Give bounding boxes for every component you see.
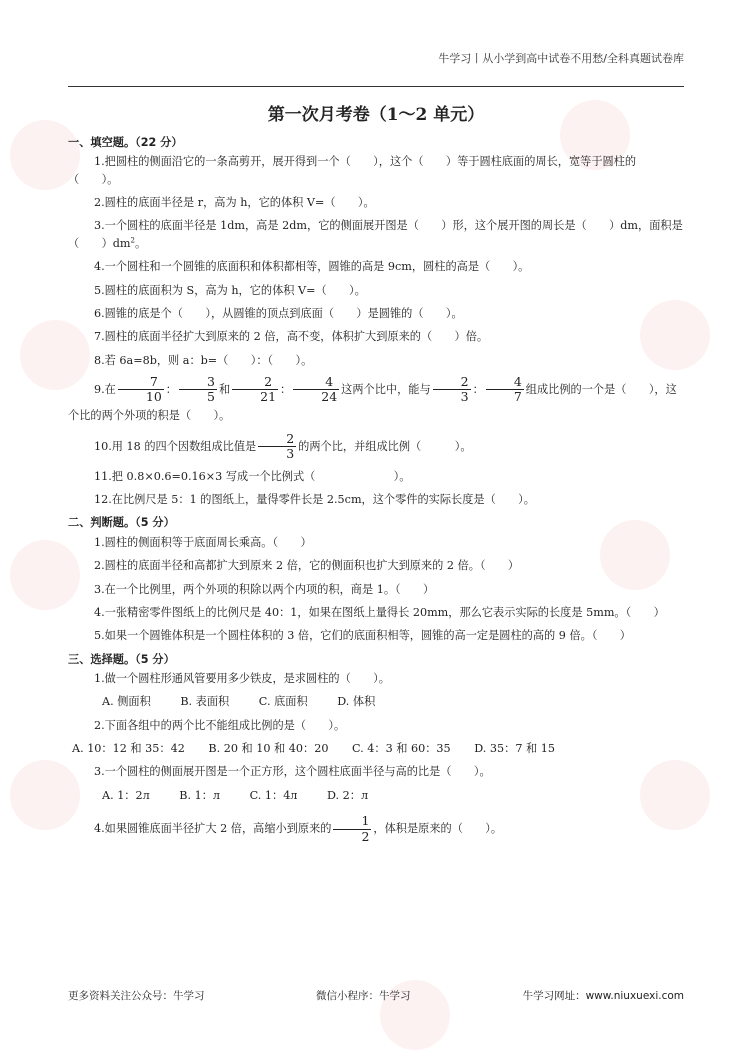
option: A. 10：12 和 35：42	[72, 742, 185, 756]
exam-content	[68, 132, 686, 850]
fraction: $\frac{4}{24}$	[293, 375, 339, 405]
fraction: $\frac{2}{3}$	[433, 375, 471, 405]
question: 1.做一个圆柱形通风管要用多少铁皮，是求圆柱的（ ）。	[94, 671, 390, 685]
page-title: 第一次月考卷（1～2 单元）	[267, 105, 485, 125]
fraction: $\frac{2}{21}$	[232, 375, 278, 405]
question: 5.圆柱的底面积为 S，高为 h，它的体积 V=（ ）。	[94, 283, 366, 297]
fraction: $\frac{3}{5}$	[179, 375, 217, 405]
option: A. 1：2л	[102, 788, 150, 802]
question: 12.在比例尺是 5：1 的图纸上，量得零件长是 2.5cm，这个零件的实际长度是（ ）。	[94, 493, 535, 507]
option: B. 20 和 10 和 40：20	[208, 742, 329, 756]
question: 1.圆柱的侧面积等于底面周长乘高。（ ）	[94, 535, 312, 549]
answer-options	[68, 740, 686, 757]
question: 2.圆柱的底面半径和高都扩大到原来 2 倍，它的侧面积也扩大到原来的 2 倍。（ ）	[94, 559, 520, 573]
question: 9.在 $\frac{7}{10}$ ： $\frac{3}{5}$ 和 $\frac{2}{21}$ ： $\frac{4}{24}$ 这两个比中，能与 $\frac{2}{3}$ ： $\frac{4}{7}$ 组成比例的一个是（ ），这个比的两个外项的积是（ ）。	[68, 373, 677, 422]
question: 5.如果一个圆锥体积是一个圆柱体积的 3 倍，它们的底面积相等，圆锥的高一定是圆柱的高的 9 倍。（ ）	[94, 629, 631, 643]
question: 3.一个圆柱的底面半径是 1dm，高是 2dm，它的侧面展开图是（ ）形，这个展开图的周长是（ ）dm，面积是（ ）$dm^2$。	[68, 219, 683, 250]
question: 10.用 18 的四个因数组成比值是 $\frac{2}{3}$ 的两个比，并组成比例（ ）。	[94, 430, 472, 462]
option: C. 底面积	[258, 695, 308, 709]
option: D. 2：л	[326, 788, 369, 802]
option: D. 体积	[337, 695, 376, 709]
section-heading: 三、选择题。（5 分）	[68, 652, 175, 666]
footer-center: 微信小程序：牛学习	[316, 990, 411, 1002]
fraction: $\frac{1}{2}$	[333, 814, 371, 844]
answer-options	[68, 693, 686, 710]
question: 4.如果圆锥底面半径扩大 2 倍，高缩小到原来的 $\frac{1}{2}$ ，体积是原来的（ ）。	[94, 813, 503, 844]
option: C. 4：3 和 60：35	[352, 742, 451, 756]
question: 2.下面各组中的两个比不能组成比例的是（ ）。	[94, 718, 346, 732]
header-divider	[68, 86, 684, 87]
question: 7.圆柱的底面半径扩大到原来的 2 倍，高不变，体积扩大到原来的（ ）倍。	[94, 330, 489, 344]
option: B. 1：л	[179, 788, 221, 802]
header-tagline: 牛学习丨从小学到高中试卷不用愁/全科真题试卷库	[438, 52, 684, 65]
question: 3.一个圆柱的侧面展开图是一个正方形，这个圆柱底面半径与高的比是（ ）。	[94, 765, 491, 779]
question: 4.一张精密零件图纸上的比例尺是 40：1，如果在图纸上量得长 20mm，那么它表示实际的长度是 5mm。（ ）	[94, 605, 665, 619]
section-heading: 一、填空题。（22 分）	[68, 136, 183, 149]
question: 4.一个圆柱和一个圆锥的底面积和体积都相等，圆锥的高是 9cm，圆柱的高是（ ）。	[94, 260, 530, 274]
question: 6.圆锥的底是个（ ），从圆锥的顶点到底面（ ）是圆锥的（ ）。	[94, 306, 463, 320]
option: C. 1：4л	[249, 788, 298, 802]
question: 1.把圆柱的侧面沿它的一条高剪开，展开得到一个（ ），这个（ ）等于圆柱底面的周长，宽等于圆柱的（ ）。	[68, 155, 637, 186]
question: 11.把 0.8×0.6=0.16×3 写成一个比例式（ ）。	[94, 469, 411, 483]
footer-right: 牛学习网址：www.niuxuexi.com	[522, 990, 684, 1002]
fraction: $\frac{7}{10}$	[118, 375, 164, 405]
fraction: $\frac{4}{7}$	[486, 375, 524, 405]
option: D. 35：7 和 15	[474, 742, 555, 756]
answer-options	[68, 787, 686, 804]
section-heading: 二、判断题。（5 分）	[68, 516, 175, 530]
option: B. 表面积	[180, 695, 230, 709]
question: 3.在一个比例里，两个外项的积除以两个内项的积，商是 1。（ ）	[94, 582, 435, 596]
footer-left: 更多资料关注公众号：牛学习	[68, 990, 205, 1002]
question: 8.若 6a=8b，则 a：b=（ ）：（ ）。	[94, 353, 313, 367]
question: 2.圆柱的底面半径是 r，高为 h，它的体积 V=（ ）。	[94, 196, 375, 210]
fraction: $\frac{2}{3}$	[258, 432, 296, 462]
option: A. 侧面积	[102, 695, 151, 709]
